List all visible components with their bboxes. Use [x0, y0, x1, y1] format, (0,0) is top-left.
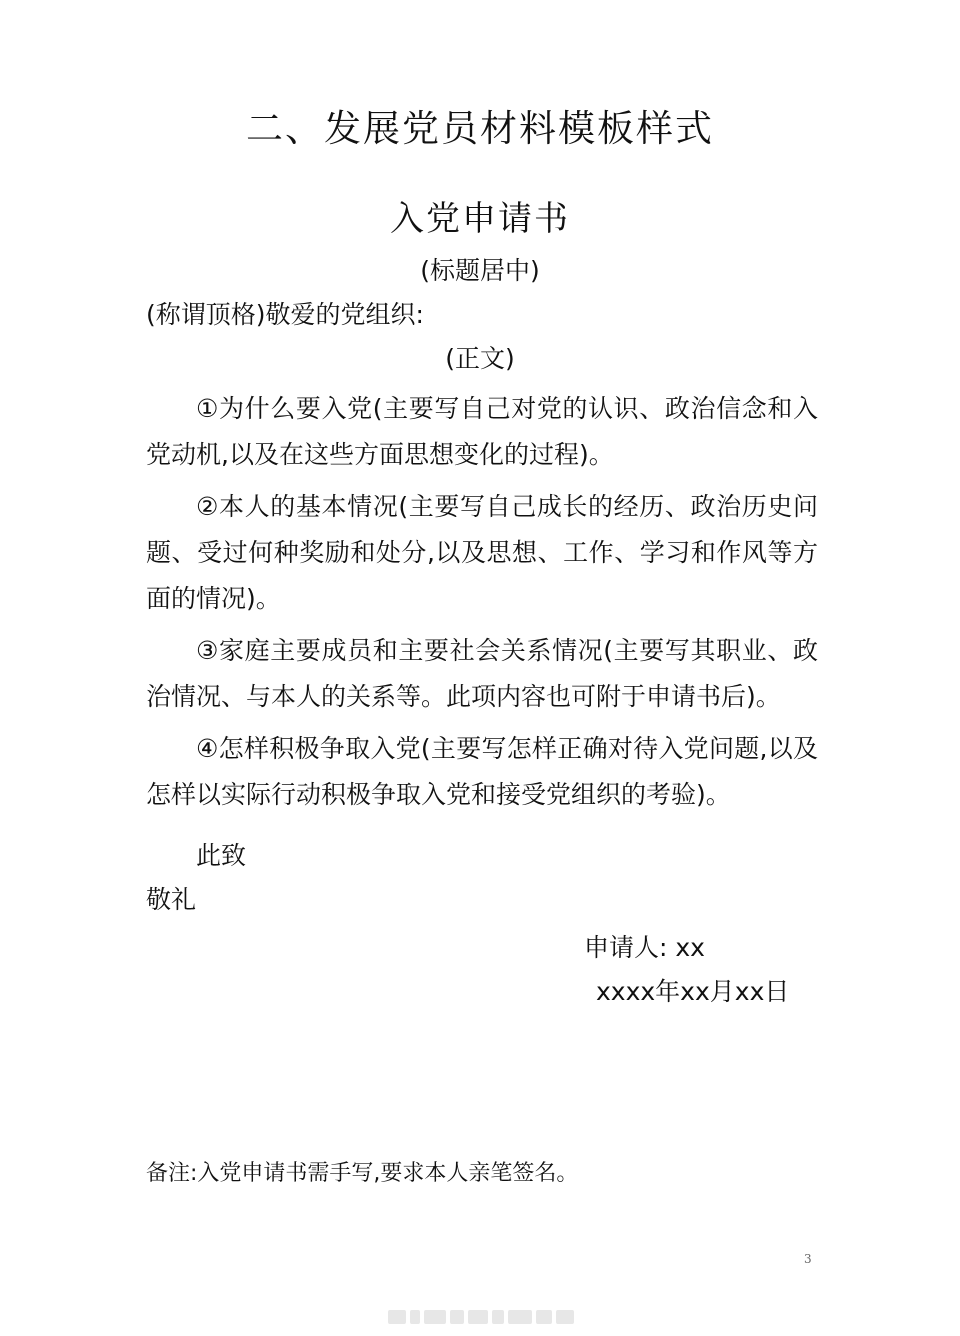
- paragraph-1: ①为什么要入党(主要写自己对党的认识、政治信念和入党动机,以及在这些方面思想变化的过程)。: [146, 394, 818, 469]
- paragraph-3: ③家庭主要成员和主要社会关系情况(主要写其职业、政治情况、与本人的关系等。此项内容也可附于申请书后)。: [146, 636, 818, 711]
- document-title: 入党申请书: [390, 199, 570, 239]
- closing-line-2: 敬礼: [146, 885, 197, 914]
- title-note: (标题居中): [420, 256, 540, 285]
- paragraph-4: ④怎样积极争取入党(主要写怎样正确对待入党问题,以及怎样以实际行动积极争取入党和接受党组织的考验)。: [146, 734, 818, 809]
- page-number: 3: [804, 1252, 812, 1266]
- section-title: 二、发展党员材料模板样式: [246, 107, 714, 150]
- document-body: [146, 386, 818, 824]
- paragraph-2: ②本人的基本情况(主要写自己成长的经历、政治历史问题、受过何种奖励和处分,以及思想、工作、学习和作风等方面的情况)。: [146, 492, 818, 613]
- closing-line-1: 此致: [196, 841, 247, 870]
- salutation: (称谓顶格)敬爱的党组织:: [146, 300, 424, 329]
- applicant-signature: 申请人: xx: [584, 933, 705, 962]
- remark: 备注:入党申请书需手写,要求本人亲笔签名。: [146, 1161, 579, 1186]
- body-note: (正文): [445, 344, 515, 373]
- watermark: [388, 1306, 574, 1328]
- application-date: xxxx年xx月xx日: [596, 977, 790, 1006]
